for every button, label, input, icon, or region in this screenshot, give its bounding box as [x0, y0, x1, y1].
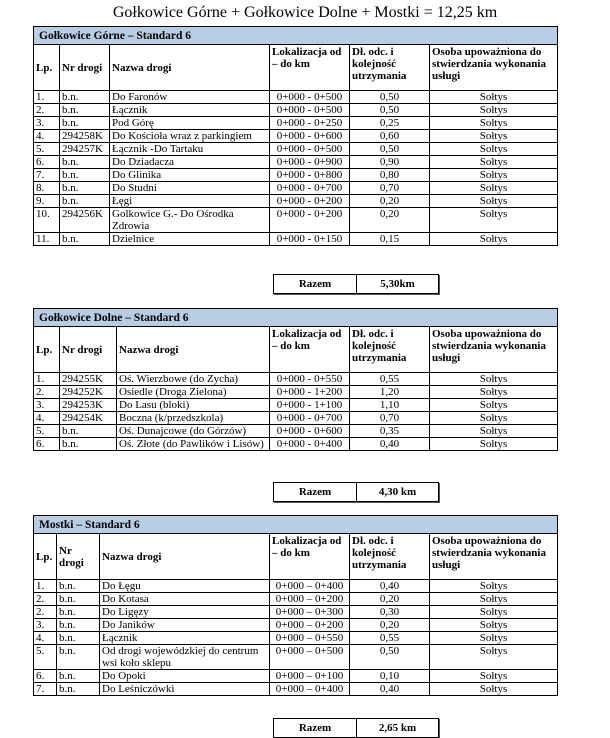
table-row — [34, 412, 558, 425]
cell-dl: 0,50 — [350, 104, 430, 117]
cell-nr: b.n. — [60, 91, 110, 104]
cell-nr: 294256K — [60, 208, 110, 233]
cell-nazwa: Do Łęgu — [100, 580, 270, 593]
col-osoba: Osoba upoważniona do stwierdzania wykonania usługi — [430, 45, 558, 91]
cell-osoba: Sołtys — [430, 195, 558, 208]
cell-nazwa: Łącznik — [110, 104, 270, 117]
col-osoba: Osoba upoważniona do stwierdzania wykonania usługi — [430, 534, 558, 580]
document-title: Gołkowice Górne + Gołkowice Dolne + Mostki = 12,25 km — [112, 4, 498, 21]
cell-osoba: Sołtys — [430, 412, 558, 425]
table-row — [34, 632, 558, 645]
cell-lp: 9. — [34, 195, 60, 208]
col-lp: Lp. — [34, 534, 57, 580]
cell-nr: b.n. — [57, 670, 100, 683]
cell-lp: 4. — [34, 130, 60, 143]
cell-osoba: Sołtys — [430, 104, 558, 117]
table-row — [34, 606, 558, 619]
cell-osoba: Sołtys — [430, 373, 558, 386]
total-value: 4,30 km — [357, 483, 439, 502]
cell-dl: 0,25 — [350, 117, 430, 130]
col-lok: Lokalizacja od – do km — [270, 534, 350, 580]
cell-nr: b.n. — [57, 632, 100, 645]
cell-osoba: Sołtys — [430, 670, 558, 683]
cell-nazwa: Dzielnice — [110, 233, 270, 246]
cell-nazwa: Do Opoki — [100, 670, 270, 683]
col-lp: Lp. — [34, 327, 60, 373]
cell-nr: b.n. — [57, 619, 100, 632]
rows — [34, 373, 558, 451]
col-nazwa: Nazwa drogi — [117, 327, 270, 373]
section-heading: Gołkowice Dolne – Standard 6 — [34, 309, 558, 327]
col-dl: Dł. odc. i kolejność utrzymania — [350, 327, 430, 373]
total-golkowice-dolne — [273, 482, 439, 502]
cell-osoba: Sołtys — [430, 683, 558, 696]
cell-nazwa: Do Kotasa — [100, 593, 270, 606]
cell-nr: b.n. — [57, 606, 100, 619]
cell-nr: 294254K — [60, 412, 117, 425]
cell-lok: 0+000 - 0+200 — [270, 208, 350, 233]
cell-osoba: Sołtys — [430, 606, 558, 619]
cell-nazwa: Łącznik -Do Tartaku — [110, 143, 270, 156]
cell-lp: 3. — [34, 399, 60, 412]
cell-dl: 0,70 — [350, 182, 430, 195]
cell-nr: b.n. — [60, 233, 110, 246]
cell-nazwa: Od drogi wojewódzkiej do centrum wsi koło sklepu — [100, 645, 270, 670]
cell-nr: b.n. — [57, 645, 100, 670]
table-row — [34, 670, 558, 683]
cell-nr: b.n. — [60, 117, 110, 130]
cell-osoba: Sołtys — [430, 645, 558, 670]
cell-dl: 0,35 — [350, 425, 430, 438]
cell-nr: b.n. — [60, 104, 110, 117]
cell-nazwa: Golkowice G.- Do Ośrodka Zdrowia — [110, 208, 270, 233]
cell-lok: 0+000 - 0+250 — [270, 117, 350, 130]
cell-lp: 7. — [34, 169, 60, 182]
cell-dl: 0,20 — [350, 619, 430, 632]
table-row — [34, 143, 558, 156]
col-nr: Nr drogi — [60, 45, 110, 91]
cell-dl: 0,70 — [350, 412, 430, 425]
cell-lok: 0+000 – 0+400 — [270, 683, 350, 696]
cell-nazwa: Oś. Wierzbowe (do Zycha) — [117, 373, 270, 386]
cell-lp: 5. — [34, 143, 60, 156]
cell-osoba: Sołtys — [430, 182, 558, 195]
table-row — [34, 91, 558, 104]
cell-lp: 5. — [34, 645, 57, 670]
road-table-mostki — [33, 515, 558, 696]
col-nazwa: Nazwa drogi — [110, 45, 270, 91]
cell-lok: 0+000 – 0+500 — [270, 645, 350, 670]
cell-lp: 1. — [34, 91, 60, 104]
table-row — [34, 156, 558, 169]
cell-lok: 0+000 – 0+200 — [270, 593, 350, 606]
cell-lok: 0+000 - 1+200 — [270, 386, 350, 399]
cell-lok: 0+000 - 0+400 — [270, 438, 350, 451]
cell-lok: 0+000 - 0+700 — [270, 182, 350, 195]
cell-lok: 0+000 – 0+100 — [270, 670, 350, 683]
cell-dl: 0,20 — [350, 593, 430, 606]
total-value: 5,30km — [357, 275, 439, 294]
cell-nr: b.n. — [57, 593, 100, 606]
col-dl: Dł. odc. i kolejność utrzymania — [350, 45, 430, 91]
cell-nazwa: Do Glinika — [110, 169, 270, 182]
cell-dl: 0,15 — [350, 233, 430, 246]
cell-nazwa: Do Leśniczówki — [100, 683, 270, 696]
cell-dl: 0,90 — [350, 156, 430, 169]
cell-lok: 0+000 - 1+100 — [270, 399, 350, 412]
cell-lok: 0+000 - 0+500 — [270, 143, 350, 156]
table-row — [34, 399, 558, 412]
cell-nazwa: Osiedle (Droga Zielona) — [117, 386, 270, 399]
col-osoba: Osoba upoważniona do stwierdzania wykonania usługi — [430, 327, 558, 373]
cell-nr: b.n. — [60, 156, 110, 169]
cell-lp: 10. — [34, 208, 60, 233]
cell-lok: 0+000 - 0+700 — [270, 412, 350, 425]
cell-nazwa: Do Dziadacza — [110, 156, 270, 169]
cell-lp: 2. — [34, 593, 57, 606]
total-golkowice-gorne — [273, 274, 439, 294]
cell-nazwa: Oś. Dunajcowe (do Górzów) — [117, 425, 270, 438]
cell-dl: 0,40 — [350, 580, 430, 593]
cell-osoba: Sołtys — [430, 208, 558, 233]
cell-lp: 3. — [34, 619, 57, 632]
table-row — [34, 438, 558, 451]
cell-osoba: Sołtys — [430, 117, 558, 130]
cell-lok: 0+000 – 0+550 — [270, 632, 350, 645]
table-row — [34, 619, 558, 632]
cell-osoba: Sołtys — [430, 399, 558, 412]
cell-lp: 7. — [34, 683, 57, 696]
cell-lp: 5. — [34, 425, 60, 438]
cell-lok: 0+000 - 0+600 — [270, 130, 350, 143]
cell-nr: b.n. — [57, 683, 100, 696]
table-row — [34, 117, 558, 130]
cell-lok: 0+000 - 0+600 — [270, 425, 350, 438]
total-label: Razem — [274, 483, 357, 502]
cell-lp: 4. — [34, 412, 60, 425]
cell-lp: 4. — [34, 632, 57, 645]
cell-lp: 1. — [34, 373, 60, 386]
table-row — [34, 104, 558, 117]
cell-dl: 1,10 — [350, 399, 430, 412]
cell-nr: b.n. — [60, 425, 117, 438]
cell-lok: 0+000 - 0+200 — [270, 195, 350, 208]
cell-osoba: Sołtys — [430, 593, 558, 606]
cell-osoba: Sołtys — [430, 425, 558, 438]
cell-dl: 0,40 — [350, 683, 430, 696]
col-lok: Lokalizacja od – do km — [270, 45, 350, 91]
col-nazwa: Nazwa drogi — [100, 534, 270, 580]
cell-lp: 2. — [34, 104, 60, 117]
table-row — [34, 373, 558, 386]
cell-nr: 294255K — [60, 373, 117, 386]
table-row — [34, 182, 558, 195]
cell-dl: 0,50 — [350, 143, 430, 156]
cell-nr: 294258K — [60, 130, 110, 143]
cell-osoba: Sołtys — [430, 580, 558, 593]
table-row — [34, 580, 558, 593]
cell-dl: 0,20 — [350, 195, 430, 208]
cell-dl: 0,80 — [350, 169, 430, 182]
cell-lp: 1. — [34, 580, 57, 593]
cell-nr: b.n. — [57, 580, 100, 593]
cell-osoba: Sołtys — [430, 91, 558, 104]
cell-nazwa: Łącznik — [100, 632, 270, 645]
cell-lp: 6. — [34, 438, 60, 451]
cell-nr: b.n. — [60, 182, 110, 195]
rows — [34, 91, 558, 246]
col-nr: Nr drogi — [60, 327, 117, 373]
table-row — [34, 683, 558, 696]
table-row — [34, 425, 558, 438]
cell-lp: 8. — [34, 182, 60, 195]
cell-nazwa: Do Faronów — [110, 91, 270, 104]
cell-nr: 294253K — [60, 399, 117, 412]
cell-dl: 0,60 — [350, 130, 430, 143]
col-dl: Dł. odc. i kolejność utrzymania — [350, 534, 430, 580]
table-row — [34, 208, 558, 233]
table-row — [34, 386, 558, 399]
cell-dl: 1,20 — [350, 386, 430, 399]
section-heading: Gołkowice Górne – Standard 6 — [34, 27, 558, 45]
cell-lok: 0+000 - 0+500 — [270, 91, 350, 104]
cell-nazwa: Do Ligęzy — [100, 606, 270, 619]
total-label: Razem — [274, 275, 357, 294]
cell-lok: 0+000 – 0+200 — [270, 619, 350, 632]
cell-dl: 0,40 — [350, 438, 430, 451]
cell-lp: 2. — [34, 386, 60, 399]
cell-nazwa: Do Janików — [100, 619, 270, 632]
cell-nr: 294252K — [60, 386, 117, 399]
cell-osoba: Sołtys — [430, 619, 558, 632]
cell-lp: 3. — [34, 117, 60, 130]
cell-nazwa: Oś. Złote (do Pawlików i Lisów) — [117, 438, 270, 451]
cell-osoba: Sołtys — [430, 156, 558, 169]
cell-lp: 2. — [34, 606, 57, 619]
cell-dl: 0,10 — [350, 670, 430, 683]
cell-nr: 294257K — [60, 143, 110, 156]
col-lp: Lp. — [34, 45, 60, 91]
cell-nr: b.n. — [60, 169, 110, 182]
cell-nr: b.n. — [60, 438, 117, 451]
cell-dl: 0,55 — [350, 632, 430, 645]
cell-lp: 11. — [34, 233, 60, 246]
cell-lok: 0+000 – 0+300 — [270, 606, 350, 619]
cell-dl: 0,55 — [350, 373, 430, 386]
cell-nazwa: Pod Górę — [110, 117, 270, 130]
total-mostki — [273, 718, 439, 738]
cell-lok: 0+000 - 0+900 — [270, 156, 350, 169]
cell-lok: 0+000 - 0+500 — [270, 104, 350, 117]
cell-osoba: Sołtys — [430, 130, 558, 143]
cell-nazwa: Do Lasu (bloki) — [117, 399, 270, 412]
cell-osoba: Sołtys — [430, 169, 558, 182]
cell-osoba: Sołtys — [430, 233, 558, 246]
cell-nr: b.n. — [60, 195, 110, 208]
cell-lok: 0+000 - 0+800 — [270, 169, 350, 182]
cell-dl: 0,30 — [350, 606, 430, 619]
cell-dl: 0,50 — [350, 91, 430, 104]
cell-nazwa: Boczna (k/przedszkola) — [117, 412, 270, 425]
table-row — [34, 169, 558, 182]
cell-lok: 0+000 - 0+150 — [270, 233, 350, 246]
cell-lp: 6. — [34, 156, 60, 169]
table-row — [34, 233, 558, 246]
table-row — [34, 130, 558, 143]
cell-osoba: Sołtys — [430, 632, 558, 645]
table-row — [34, 645, 558, 670]
cell-osoba: Sołtys — [430, 386, 558, 399]
cell-nazwa: Łęgi — [110, 195, 270, 208]
cell-lok: 0+000 – 0+400 — [270, 580, 350, 593]
table-row — [34, 195, 558, 208]
cell-nazwa: Do Studni — [110, 182, 270, 195]
cell-osoba: Sołtys — [430, 143, 558, 156]
total-value: 2,65 km — [357, 719, 439, 738]
cell-dl: 0,50 — [350, 645, 430, 670]
road-table-golkowice-dolne — [33, 308, 558, 451]
cell-nazwa: Do Kościoła wraz z parkingiem — [110, 130, 270, 143]
section-heading: Mostki – Standard 6 — [34, 516, 558, 534]
col-nr: Nr drogi — [57, 534, 100, 580]
cell-lp: 6. — [34, 670, 57, 683]
road-table-golkowice-gorne — [33, 26, 558, 246]
cell-dl: 0,20 — [350, 208, 430, 233]
rows — [34, 580, 558, 696]
col-lok: Lokalizacja od – do km — [270, 327, 350, 373]
table-row — [34, 593, 558, 606]
cell-osoba: Sołtys — [430, 438, 558, 451]
cell-lok: 0+000 - 0+550 — [270, 373, 350, 386]
total-label: Razem — [274, 719, 357, 738]
